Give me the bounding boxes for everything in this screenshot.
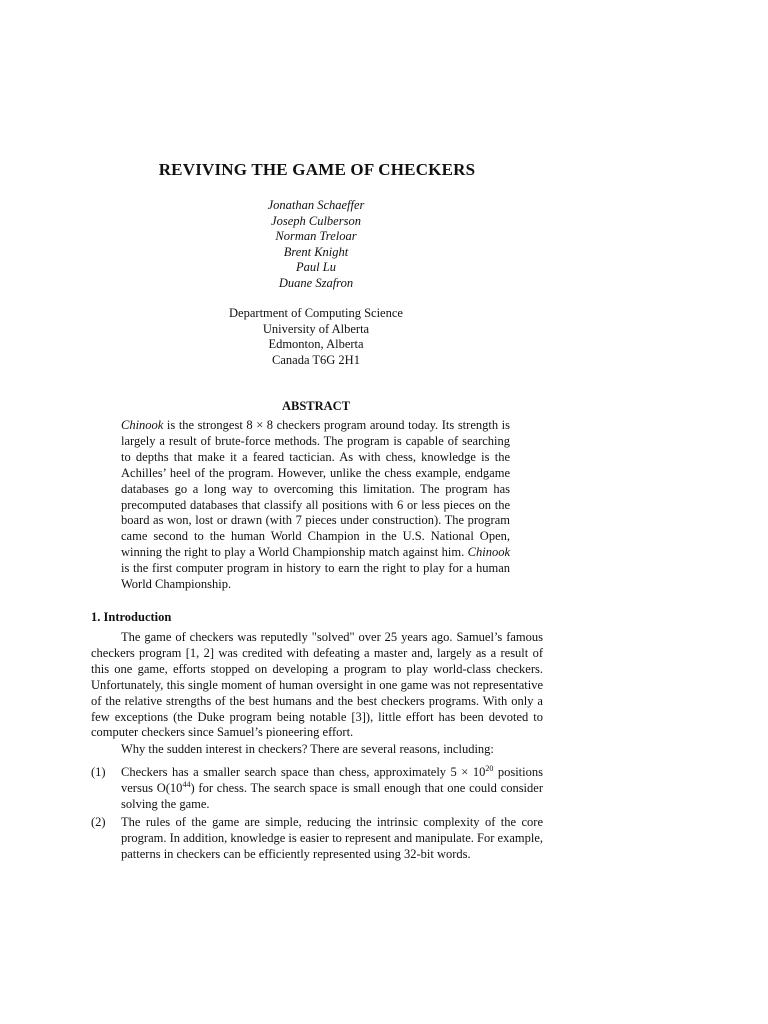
affiliation-line: Edmonton, Alberta	[268, 337, 364, 352]
list-item-text-part: ) for chess. The search space is small enough that one could consider solving the game.	[121, 780, 543, 811]
list-item-text	[121, 765, 543, 813]
body-paragraph: Why the sudden interest in checkers? There are several reasons, including:	[121, 742, 494, 756]
affiliation-block	[0, 306, 632, 368]
list-item-text-part: positions versus O(10	[121, 765, 543, 795]
section-heading: 1. Introduction	[91, 610, 172, 624]
abstract-text	[121, 418, 510, 593]
list-item-text-part: Checkers has a smaller search space than chess, approximately 5 × 10	[121, 765, 486, 779]
list-item-number: (1)	[91, 765, 106, 779]
abstract-text-part: is the first computer program in history to earn the right to play for a human World Championship.	[121, 561, 510, 592]
author-name: Joseph Culberson	[271, 213, 361, 228]
affiliation-line: University of Alberta	[262, 321, 370, 336]
paper-title: REVIVING THE GAME OF CHECKERS	[158, 160, 476, 179]
author-name: Brent Knight	[283, 244, 349, 259]
program-name: Chinook	[121, 418, 164, 432]
author-name: Paul Lu	[296, 260, 336, 275]
body-paragraph: The game of checkers was reputedly "solved" over 25 years ago. Samuel’s famous checkers program [1, 2] was credited with defeating a master and, largely as a result of this one game, efforts stopped on developing a program to play world-class checkers. Unfortunately, this single moment of human oversight in one game was not representative of the relative strengths of the best humans and the best checkers programs. With only a few exceptions (the Duke program being notable [3]), little effort has been devoted to computer checkers since Samuel’s pioneering effort.	[91, 630, 543, 740]
abstract-text-part: is the strongest 8 × 8 checkers program around today. Its strength is largely a result of brute-force methods. The program is capable of searching to depths that make it a feared tactician. As with chess, knowledge is the Achilles’ heel of the program. However, unlike the chess example, endgame databases go a long way to overcoming this limitation. The program has precomputed databases that classify all positions with 6 or less pieces on the board as won, lost or drawn (with 7 pieces under construction). The program came second to the human World Champion in the U.S. National Open, winning the right to play a World Championship match against him.	[121, 418, 510, 560]
affiliation-line: Department of Computing Science	[229, 306, 403, 320]
author-name: Norman Treloar	[275, 229, 357, 244]
program-name: Chinook	[467, 545, 510, 560]
list-item-text: The rules of the game are simple, reducing the intrinsic complexity of the core program. In addition, knowledge is easier to represent and manipulate. For example, patterns in checkers can be efficiently represented using 32-bit words.	[121, 815, 543, 861]
exponent: 20	[485, 764, 494, 773]
abstract-heading: ABSTRACT	[281, 399, 351, 413]
author-name: Duane Szafron	[278, 275, 354, 290]
exponent: 44	[182, 779, 191, 789]
author-list	[0, 198, 632, 292]
author-name: Jonathan Schaeffer	[267, 198, 365, 212]
list-item-number: (2)	[91, 815, 106, 829]
affiliation-line: Canada T6G 2H1	[272, 352, 360, 367]
